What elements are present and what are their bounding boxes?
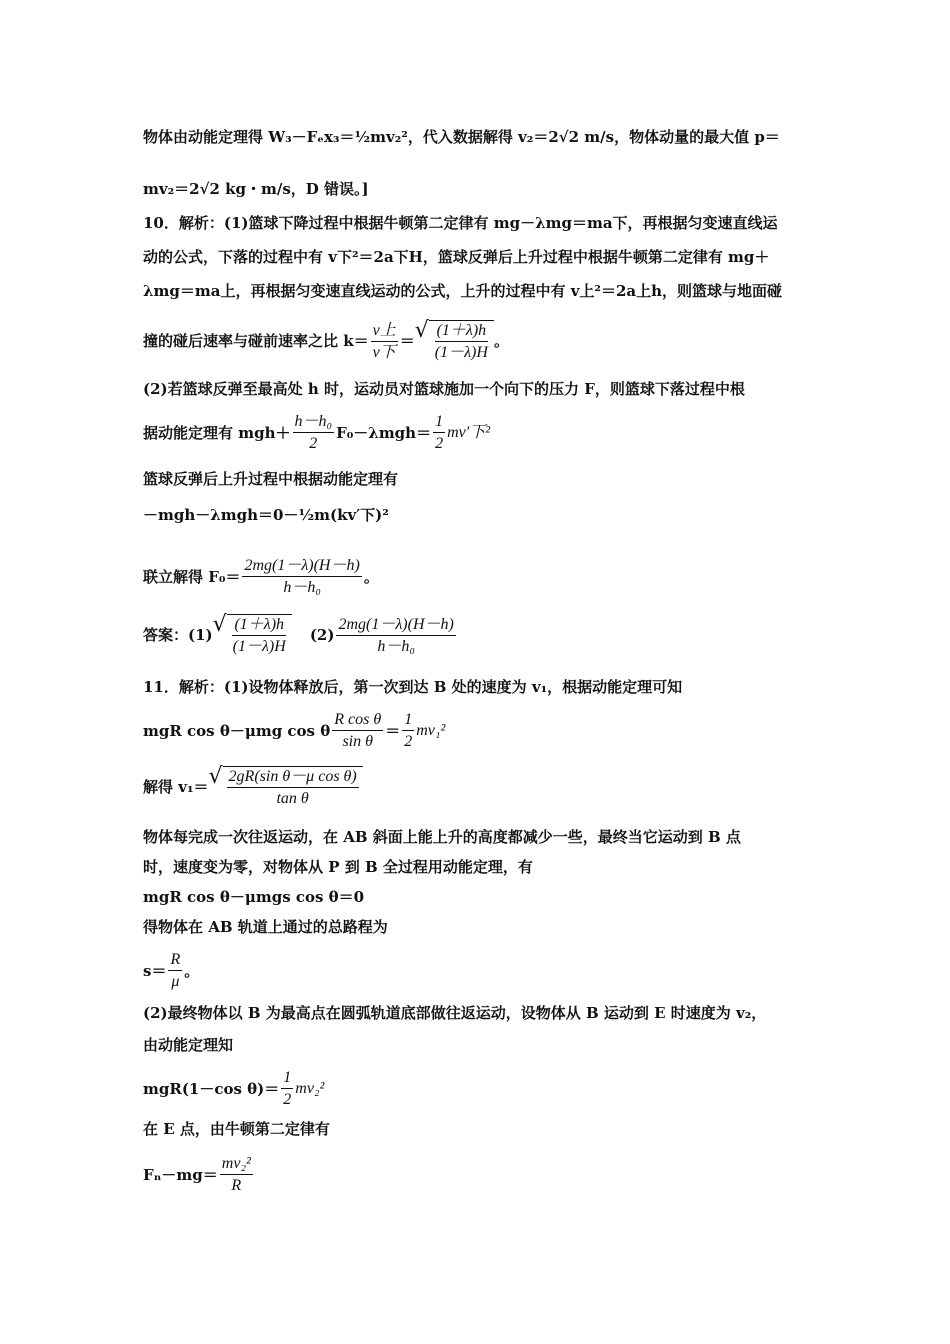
line-text: Fₙ－mg＝: [143, 1165, 218, 1184]
text-line: [143, 380, 808, 398]
text-line: [143, 858, 808, 876]
fraction: $\frac{(1+\lambda)h}{(1-\lambda)H}$: [232, 616, 286, 656]
line-text: (2)若篮球反弹至最高处 h 时，运动员对篮球施加一个向下的压力 F，则篮球下落过程中根: [143, 380, 745, 398]
line-text: 动的公式，下落的过程中有 v下²＝2a下H，篮球反弹后上升过程中根据牛顿第二定律有 mg＋: [143, 248, 770, 266]
fraction: $\frac{1}{2}$: [435, 413, 444, 453]
text-line: mgR cos θ－μmg cos θ $\frac{\text{R cos θ}}{\text{sin θ}}$ ＝ $\frac{1}{2}$ mv₁²: [143, 711, 446, 751]
sqrt-expression: √ $\frac{(1+\lambda)h}{(1-\lambda)H}$: [415, 320, 494, 362]
line-text: 在 E 点，由牛顿第二定律有: [143, 1120, 330, 1138]
fraction: $\frac{(1+\lambda)h}{(1-\lambda)H}$: [434, 322, 488, 362]
line-text: λmg＝ma上，再根据匀变速直线运动的公式，上升的过程中有 v上²＝2a上h，则篮球与地面碰: [143, 282, 783, 300]
text-line: mgR(1－cos θ)＝ $\frac{1}{2}$ mv₂²: [143, 1069, 325, 1109]
line-text: 联立解得 F₀＝: [143, 567, 241, 586]
line-text: 篮球反弹后上升过程中根据动能定理有: [143, 470, 399, 488]
text-line: [143, 828, 808, 846]
fraction: $\frac{2mg(1-\lambda)(H-h)}{\text{h－h₀}}$: [338, 615, 454, 655]
sqrt-expression: √ $\frac{(1+\lambda)h}{(1-\lambda)H}$: [213, 614, 292, 656]
text-line: [143, 128, 808, 146]
line-text: mv₂＝2√2 kg・m/s，D 错误。]: [143, 180, 369, 198]
text-line: s＝ $\frac{R}{\mu}$ 。: [143, 951, 200, 991]
line-text: (2)最终物体以 B 为最高点在圆弧轨道底部做往返运动，设物体从 B 运动到 E 时速度为 v₂，: [143, 1004, 767, 1022]
text-line: [143, 506, 808, 524]
text-line: [143, 248, 808, 266]
text-line: 答案：(1) √ $\frac{(1+\lambda)h}{(1-\lambda)H}$ (2) $\frac{2mg(1-\lambda)(H-h)}{\text{h－h₀}}$: [143, 612, 454, 656]
line-text: 11．解析：(1)设物体释放后，第一次到达 B 处的速度为 v₁，根据动能定理可知: [143, 678, 683, 696]
fraction: $\frac{\text{R cos θ}}{\text{sin θ}}$: [334, 711, 382, 751]
text-line: [143, 1036, 808, 1054]
fraction: $\frac{1}{2}$: [404, 711, 413, 751]
text-line: [143, 214, 808, 232]
fraction: $\frac{\text{mv₂²}}{R}$: [221, 1155, 251, 1195]
text-line: [143, 470, 808, 488]
line-text: mgR(1－cos θ)＝: [143, 1079, 280, 1098]
text-line: [143, 918, 808, 936]
line-text: s＝: [143, 961, 167, 980]
text-line: [143, 678, 808, 696]
line-text: mgR cos θ－μmgs cos θ＝0: [143, 888, 365, 906]
line-text: 10．解析：(1)篮球下降过程中根据牛顿第二定律有 mg－λmg＝ma下，再根据匀变速直线运: [143, 214, 778, 232]
sqrt-expression: √ $\frac{\text{2gR(sin θ－μ cos θ)}}{\text{tan θ}}$: [209, 766, 363, 808]
line-text: －mgh－λmgh＝0－½m(kv′下)²: [143, 506, 389, 524]
line-text: mgR cos θ－μmg cos θ: [143, 721, 331, 740]
text-line: 撞的碰后速率与碰前速率之比 k＝ $\frac{\text{v上}}{\text{v下}}$ ＝ √ $\frac{(1+\lambda)h}{(1-\lambda)H}$ 。: [143, 318, 509, 362]
line-text: 据动能定理有 mgh＋: [143, 423, 291, 442]
line-text: 解得 v₁＝: [143, 778, 209, 797]
answer-label: 答案：(1): [143, 626, 213, 645]
text-line: 联立解得 F₀＝ $\frac{2mg(1-\lambda)(H-h)}{\text{h－h₀}}$ 。: [143, 557, 379, 597]
fraction: $\frac{2mg(1-\lambda)(H-h)}{\text{h－h₀}}$: [244, 557, 360, 597]
fraction: $\frac{\text{2gR(sin θ－μ cos θ)}}{\text{tan θ}}$: [228, 768, 357, 808]
text-line: [143, 1120, 808, 1138]
text-line: [143, 888, 808, 906]
fraction: $\frac{R}{\mu}$: [170, 951, 181, 991]
text-line: [143, 1004, 808, 1022]
line-text: 得物体在 AB 轨道上通过的总路程为: [143, 918, 388, 936]
text-line: [143, 180, 808, 198]
text-line: 据动能定理有 mgh＋ $\frac{\text{h－h₀}}{2}$ F₀－λmgh＝ $\frac{1}{2}$ mv′下²: [143, 413, 491, 453]
fraction: $\frac{\text{h－h₀}}{2}$: [294, 413, 333, 453]
line-text: 由动能定理知: [143, 1036, 234, 1054]
line-text: 物体由动能定理得 W₃－Fₑx₃＝½mv₂²，代入数据解得 v₂＝2√2 m/s，物体动量的最大值 p＝: [143, 128, 780, 146]
line-text: 撞的碰后速率与碰前速率之比 k＝: [143, 332, 369, 351]
text-line: [143, 282, 808, 300]
fraction: $\frac{\text{v上}}{\text{v下}}$: [372, 321, 396, 361]
text-line: [143, 766, 808, 808]
text-line: [143, 1154, 808, 1195]
fraction: $\frac{1}{2}$: [283, 1069, 292, 1109]
line-text: 时，速度变为零，对物体从 P 到 B 全过程用动能定理，有: [143, 858, 533, 876]
line-text: 物体每完成一次往返运动，在 AB 斜面上能上升的高度都减少一些，最终当它运动到 B 点: [143, 828, 741, 846]
